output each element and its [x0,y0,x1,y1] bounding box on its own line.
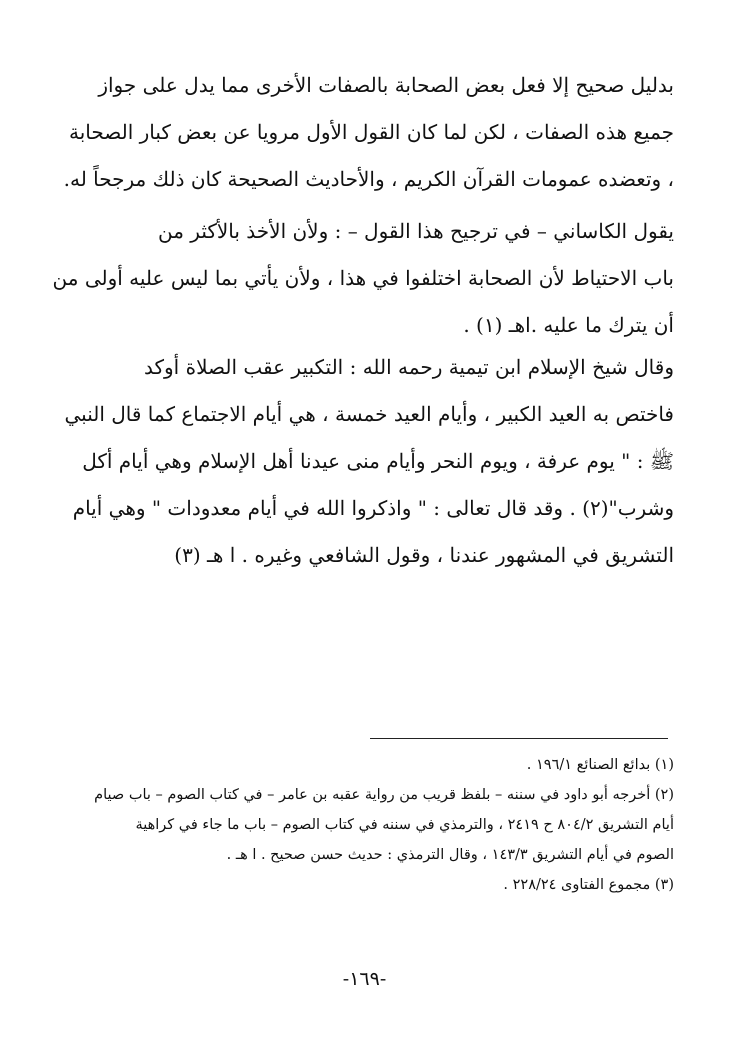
text-line: التشريق في المشهور عندنا ، وقول الشافعي وغيره . ا هـ (٣) [174,543,674,567]
paragraph-2 [52,208,674,349]
text-line: وشرب"(٢) . وقد قال تعالى : " واذكروا الله في أيام معدودات " وهي أيام [72,496,674,520]
footnote-2 [78,780,674,870]
text-line: جميع هذه الصفات ، لكن لما كان القول الأول مرويا عن بعض كبار الصحابة [69,120,674,144]
text-line: ، وتعضده عمومات القرآن الكريم ، والأحاديث الصحيحة كان ذلك مرجحاً له. [63,167,674,191]
footnote-line: الصوم في أيام التشريق ١٤٣/٣ ، وقال الترمذي : حديث حسن صحيح . ا هـ . [226,847,674,863]
text-line: باب الاحتياط لأن الصحابة اختلفوا في هذا ، ولأن يأتي بما ليس عليه أولى من [52,266,674,290]
text-line: فاختص به العيد الكبير ، وأيام العيد خمسة ، هي أيام الاجتماع كما قال النبي [64,402,674,426]
paragraph-3 [64,344,674,579]
footnote-line: (٣) مجموع الفتاوى ٢٢٨/٢٤ . [503,877,674,893]
text-line: يقول الكاساني – في ترجيح هذا القول – : ولأن الأخذ بالأكثر من [158,219,674,243]
text-line: بدليل صحيح إلا فعل بعض الصحابة بالصفات الأخرى مما يدل على جواز [98,73,674,97]
footnote-divider [370,738,668,739]
text-line: وقال شيخ الإسلام ابن تيمية رحمه الله : التكبير عقب الصلاة أوكد [144,355,674,379]
footnote-line: (١) بدائع الصنائع ١٩٦/١ . [526,757,674,773]
footnote-1 [78,750,674,780]
footnote-line: أيام التشريق ٨٠٤/٢ ح ٢٤١٩ ، والترمذي في سننه في كتاب الصوم – باب ما جاء في كراهية [135,817,674,833]
footnote-3 [78,870,674,900]
footnote-line: (٢) أخرجه أبو داود في سننه – بلفظ قريب من رواية عقبه بن عامر – في كتاب الصوم – باب صيام [94,787,674,803]
text-line: ﷺ : " يوم عرفة ، ويوم النحر وأيام منى عيدنا أهل الإسلام وهي أيام أكل [82,449,674,473]
page-number: -١٦٩- [342,968,387,990]
paragraph-1 [63,62,674,203]
text-line: أن يترك ما عليه .اهـ (١) . [463,313,674,337]
